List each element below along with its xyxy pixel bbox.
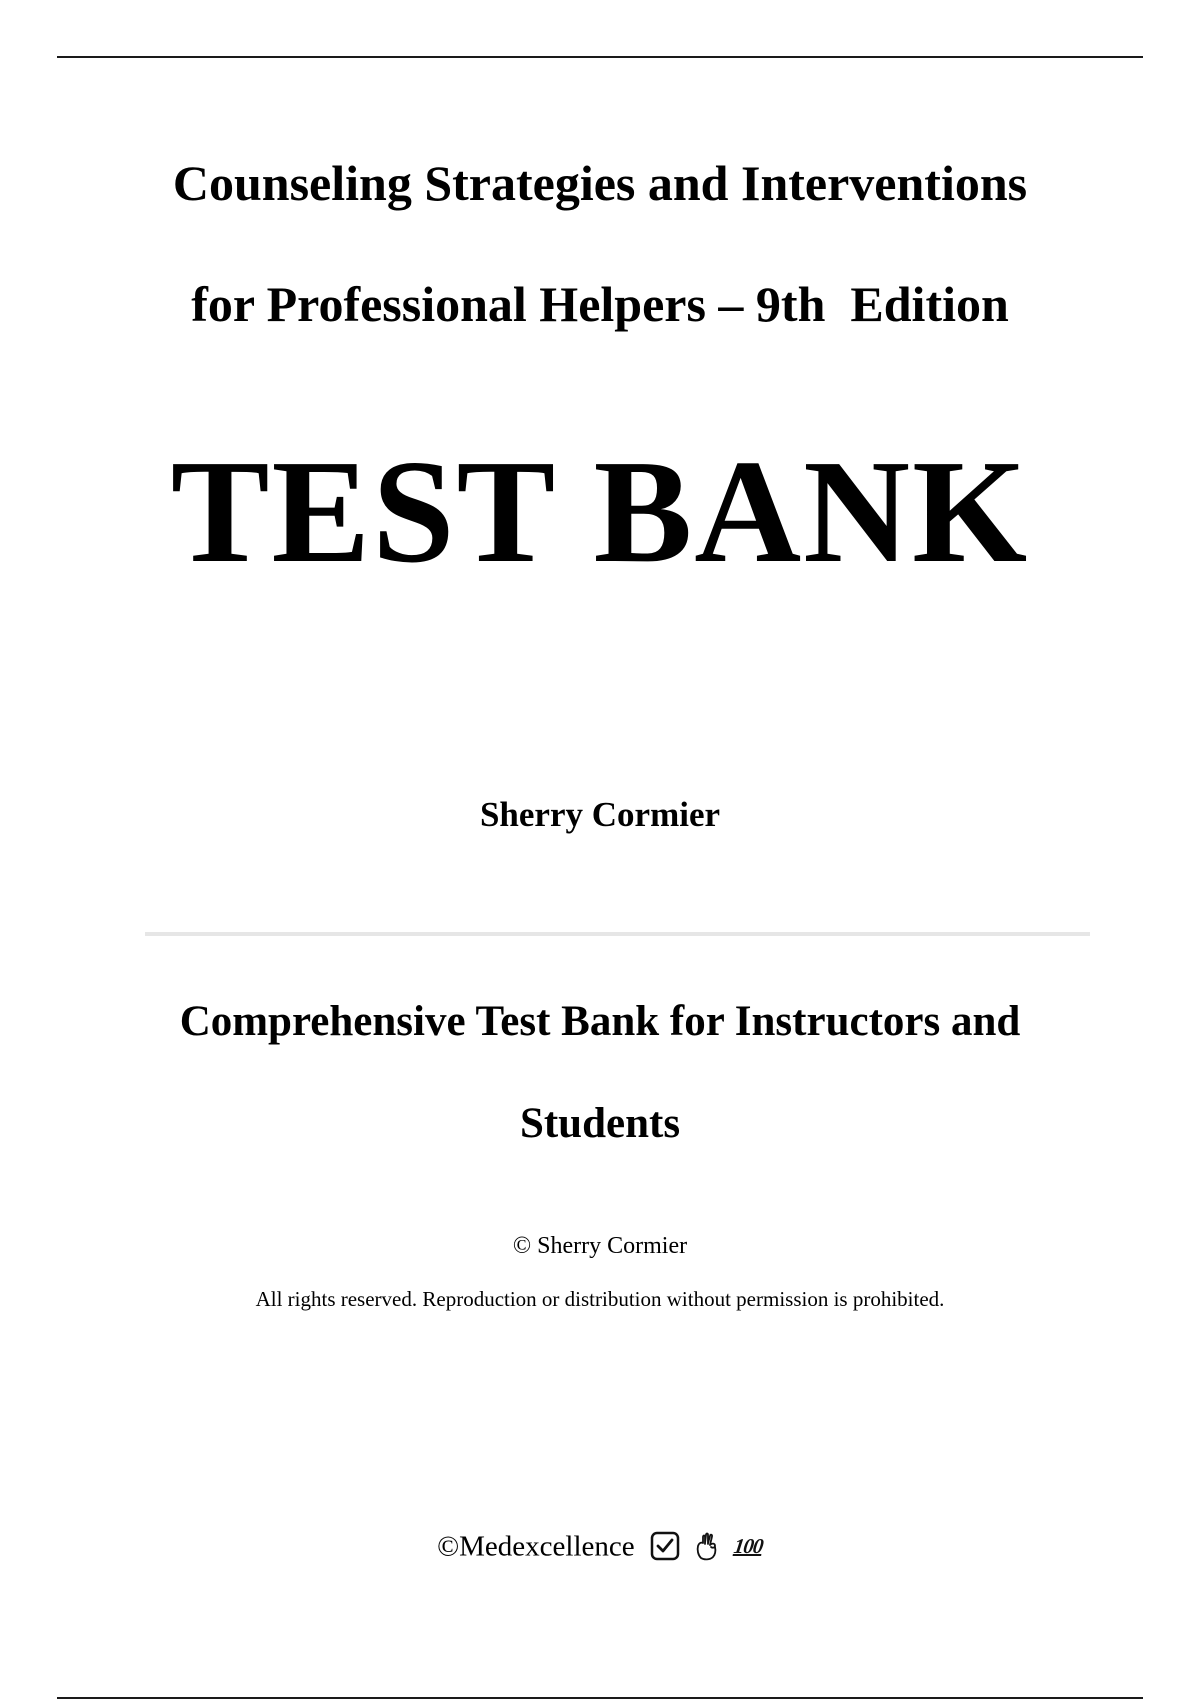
- hundred-points-icon: 100: [732, 1534, 765, 1559]
- main-heading: TEST BANK: [170, 430, 1030, 594]
- top-rule: [57, 56, 1143, 58]
- subtitle-line-2: Students: [519, 1100, 681, 1147]
- bottom-rule: [57, 1697, 1143, 1699]
- book-title-line-2: for Professional Helpers – 9th Edition: [191, 276, 1009, 332]
- rights-notice: All rights reserved. Reproduction or distribution without permission is prohibited.: [255, 1287, 945, 1311]
- book-title-line-1: Counseling Strategies and Interventions: [172, 155, 1028, 211]
- copyright-notice: © Sherry Cormier: [512, 1233, 688, 1259]
- ok-hand-icon: [695, 1531, 719, 1561]
- check-box-icon: [650, 1531, 680, 1561]
- subtitle-line-1: Comprehensive Test Bank for Instructors and: [179, 998, 1021, 1045]
- footer: [0, 1524, 1200, 1566]
- section-divider: [145, 932, 1090, 936]
- footer-brand: ©Medexcellence: [437, 1530, 635, 1563]
- author-name: Sherry Cormier: [479, 795, 721, 834]
